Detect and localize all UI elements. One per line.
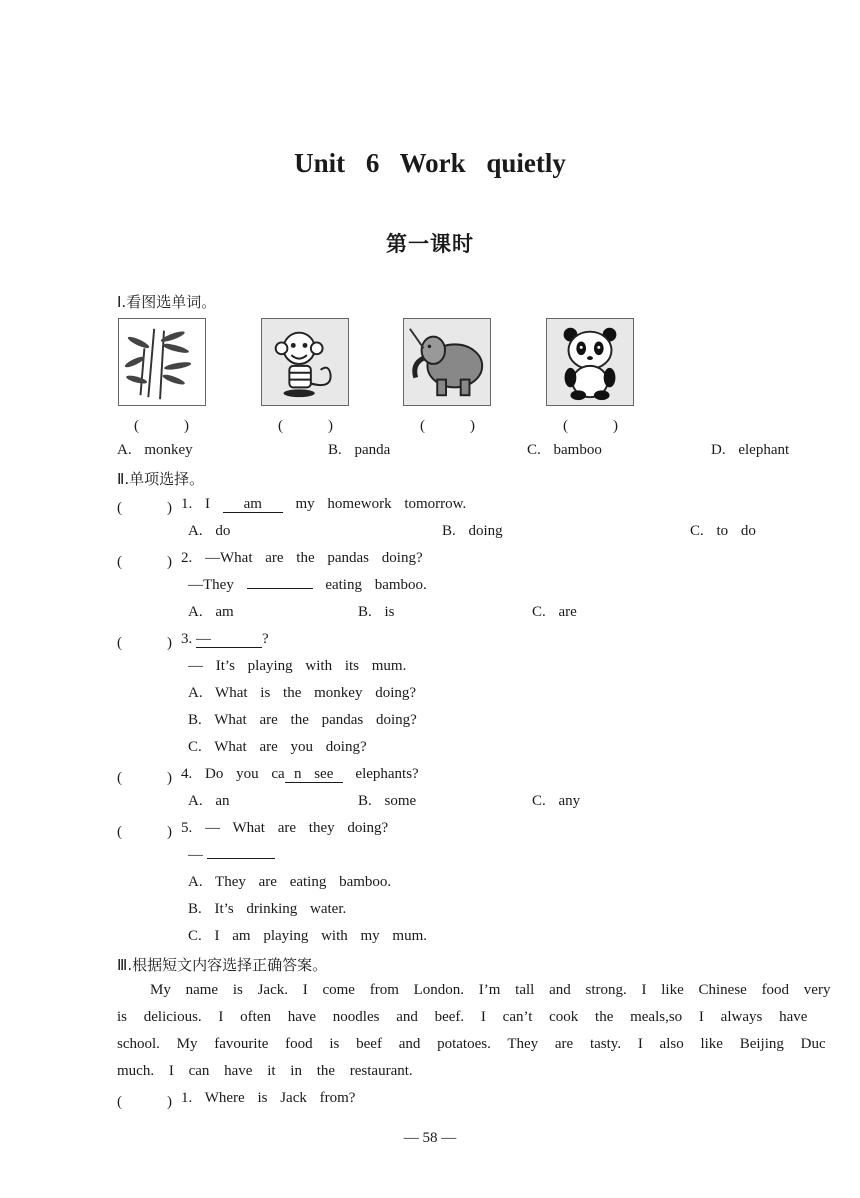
question-text: Do you ca: [205, 766, 285, 782]
question-2: [181, 550, 423, 567]
option-b: B. panda: [328, 442, 391, 458]
question-1: [181, 496, 466, 513]
question-2-line2: [188, 577, 427, 594]
question-text: eating bamboo.: [325, 577, 427, 593]
question-number: 1.: [181, 496, 193, 512]
page-title: Unit 6 Work quietly: [294, 148, 566, 178]
question-text: elephants?: [355, 766, 419, 782]
passage-line: school. My favourite food is beef and potatoes. They are tasty. I also like Beijing Duc: [117, 1036, 826, 1052]
section3-heading: Ⅲ.根据短文内容选择正确答案。: [117, 956, 328, 974]
question-text: I: [205, 496, 210, 512]
option-a: A. They are eating bamboo.: [188, 874, 392, 890]
option-b: B. is: [358, 604, 395, 620]
question-text: —They: [188, 577, 234, 593]
option-b: B. doing: [442, 523, 503, 539]
option-b: B. It’s drinking water.: [188, 901, 347, 917]
option-c: C. any: [532, 793, 581, 809]
question-number: 4.: [181, 766, 193, 782]
answer-paren[interactable]: ( ): [117, 500, 172, 516]
panda-icon: [546, 318, 634, 406]
monkey-icon: [261, 318, 349, 406]
fill-blank[interactable]: [207, 858, 275, 859]
question-number: 1.: [181, 1090, 193, 1106]
answer-line: — It’s playing with its mum.: [188, 658, 407, 674]
option-a: A. monkey: [117, 442, 193, 458]
option-c: C. to do: [690, 523, 756, 539]
answer-paren[interactable]: ( ): [117, 635, 172, 651]
option-a: A. an: [188, 793, 230, 809]
elephant-icon: [403, 318, 491, 406]
answer-paren[interactable]: ( ): [117, 824, 172, 840]
question-number: 3.: [181, 631, 193, 647]
option-c: C. bamboo: [527, 442, 602, 458]
fill-blank[interactable]: —: [196, 632, 262, 648]
question-text: —What are the pandas doing?: [205, 550, 423, 566]
passage-line: much. I can have it in the restaurant.: [117, 1063, 413, 1079]
answer-paren[interactable]: ( ): [134, 418, 189, 434]
answer-paren[interactable]: ( ): [117, 554, 172, 570]
option-b: B. What are the pandas doing?: [188, 712, 417, 728]
option-b: B. some: [358, 793, 417, 809]
answer-paren[interactable]: ( ): [278, 418, 333, 434]
option-c: C. are: [532, 604, 577, 620]
question-mark: ?: [262, 631, 269, 647]
option-c: C. What are you doing?: [188, 739, 367, 755]
fill-blank[interactable]: am: [223, 497, 283, 513]
question-text: my homework tomorrow.: [295, 496, 467, 512]
question-text: Where is Jack from?: [204, 1090, 356, 1106]
bamboo-icon: [118, 318, 206, 406]
answer-line: [188, 847, 275, 864]
option-a: A. What is the monkey doing?: [188, 685, 417, 701]
section2-heading: Ⅱ.单项选择。: [117, 470, 205, 488]
option-a: A. do: [188, 523, 231, 539]
question-text: — What are they doing?: [205, 820, 389, 836]
lesson-subtitle: 第一课时: [386, 232, 474, 256]
question-1: [181, 1090, 355, 1107]
page-number: — 58 —: [403, 1130, 457, 1146]
fill-blank[interactable]: [247, 588, 313, 589]
question-5: [181, 820, 388, 837]
option-c: C. I am playing with my mum.: [188, 928, 427, 944]
question-3: [181, 631, 269, 648]
answer-paren[interactable]: ( ): [117, 1094, 172, 1110]
passage-line: My name is Jack. I come from London. I’m tall and strong. I like Chinese food very: [150, 982, 831, 998]
question-number: 2.: [181, 550, 193, 566]
answer-paren[interactable]: ( ): [117, 770, 172, 786]
answer-dash: —: [188, 847, 203, 863]
option-d: D. elephant: [711, 442, 790, 458]
answer-paren[interactable]: ( ): [563, 418, 618, 434]
section1-heading: Ⅰ.看图选单词。: [117, 293, 217, 311]
fill-blank[interactable]: n see: [285, 767, 343, 783]
passage-line: is delicious. I often have noodles and beef. I can’t cook the meals,so I always have: [117, 1009, 808, 1025]
option-a: A. am: [188, 604, 234, 620]
answer-paren[interactable]: ( ): [420, 418, 475, 434]
question-number: 5.: [181, 820, 193, 836]
question-4: [181, 766, 419, 783]
